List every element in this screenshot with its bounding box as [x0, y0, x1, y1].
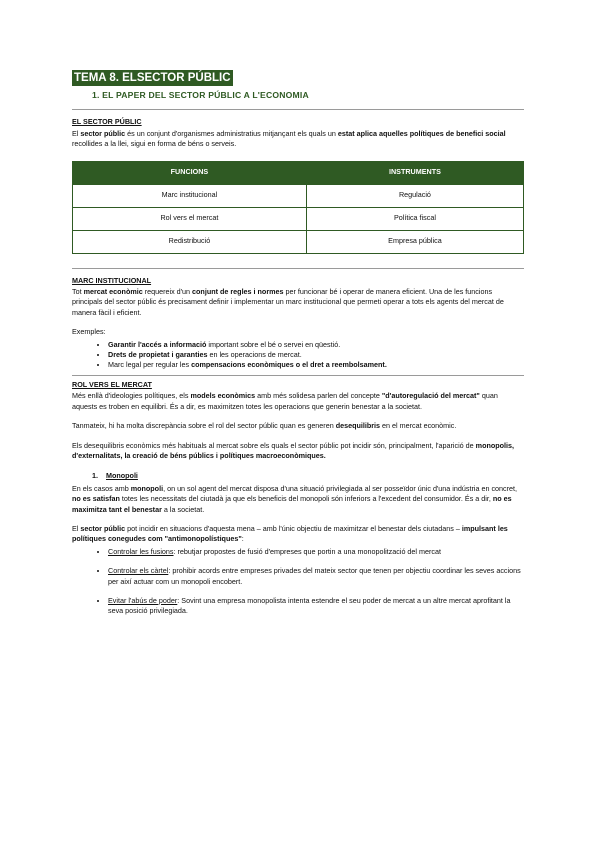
table-cell: Regulació [306, 184, 523, 207]
list-item: • Evitar l'abús de poder: Sovint una empresa monopolista intenta estendre el seu poder de mercat a un altre mercat aprofitant la seva posició privilegiada. [108, 596, 524, 617]
heading-sector-public: EL SECTOR PÚBLIC [72, 117, 142, 127]
paragraph-rol-1: Més enllà d'ideologies polítiques, els models econòmics amb més solidesa parlen del concepte "d'autoregulació del mercat" quan aquests es troben en equilibri. És a dir, es maximitzen totes les operacions que generin benestar a la societat. [72, 391, 498, 411]
table-header-row [73, 161, 524, 184]
list-item: • Drets de propietat i garanties en les operacions de mercat. [108, 350, 524, 360]
table-cell: Rol vers el mercat [73, 207, 307, 230]
paragraph-rol-3: Els desequilibris econòmics més habituals al mercat sobre els quals el sector públic pot incidir són, principalment, l'aparició de monopolis, d'externalitats, la creació de béns públics i polítiques macroeconòmiques. [72, 440, 515, 460]
list-item: • Garantir l'accés a informació important sobre el bé o servei en qüestió. [108, 340, 524, 350]
table-row [73, 184, 524, 207]
paragraph-monopoli-1: En els casos amb monopoli, on un sol agent del mercat disposa d'una situació privilegiada al ser posseïdor únic d'una indústria en concret, no es satisfan totes les necessitats del ciutadà ja que els beneficis del monopoli són inferiors a l'excedent del consumidor. És a dir, no es maximitza tant el benestar a la societat. [72, 483, 518, 514]
heading-monopoli: 1. Monopoli [92, 471, 138, 481]
divider [72, 109, 524, 110]
antimonopoly-list [72, 547, 524, 617]
examples-list [72, 340, 524, 371]
divider [72, 375, 524, 376]
page-title: TEMA 8. ELSECTOR PÚBLIC [74, 72, 231, 84]
list-item: • Controlar les fusions: rebutjar propostes de fusió d'empreses que portin a una monopolització del mercat [108, 547, 524, 557]
functions-instruments-table [72, 161, 524, 254]
heading-marc-institucional: MARC INSTITUCIONAL [72, 275, 152, 285]
heading-rol-mercat: ROL VERS EL MERCAT [72, 379, 152, 389]
table-cell: Política fiscal [306, 207, 523, 230]
paragraph-monopoli-2: El sector públic pot incidir en situacions d'aquesta mena – amb l'únic objectiu de maximitzar el benestar dels ciutadans – impulsant les polítiques conegudes com "antimonopolístiques": [72, 523, 508, 544]
paragraph-sector-public: El sector públic és un conjunt d'organismes administratius mitjançant els quals un estat aplica aquelles polítiques de benefici social recollides a la llei, sigui en forma de béns o serveis. [72, 128, 506, 149]
list-item: • Controlar els càrtel: prohibir acords entre empreses privades del mateix sector que tenen per objectiu coordinar les seves accions per així actuar com un monopoli encobert. [108, 566, 524, 587]
table-cell: Redistribució [73, 230, 307, 253]
section-subtitle: 1. EL PAPER DEL SECTOR PÚBLIC A L'ECONOMIA [92, 90, 309, 100]
divider [72, 268, 524, 269]
table-header: FUNCIONS [73, 161, 307, 184]
paragraph-marc: Tot mercat econòmic requereix d'un conjunt de regles i normes per funcionar bé i operar de manera eficient. Una de les funcions principals del sector públic és precisament definir i implementar un marc institucional que permeti operar a tots els agents del mercat de manera fàcil i eficient. [72, 287, 504, 317]
paragraph-rol-2: Tanmateix, hi ha molta discrepància sobre el rol del sector públic quan es generen desequilibris en el mercat econòmic. [72, 421, 457, 431]
table-row [73, 230, 524, 253]
document-page [72, 70, 524, 626]
table-row [73, 207, 524, 230]
table-cell: Marc institucional [73, 184, 307, 207]
table-cell: Empresa pública [306, 230, 523, 253]
examples-label: Exemples: [72, 327, 106, 337]
list-item: • Marc legal per regular les compensacions econòmiques o el dret a reembolsament. [108, 360, 524, 370]
table-header: INSTRUMENTS [306, 161, 523, 184]
